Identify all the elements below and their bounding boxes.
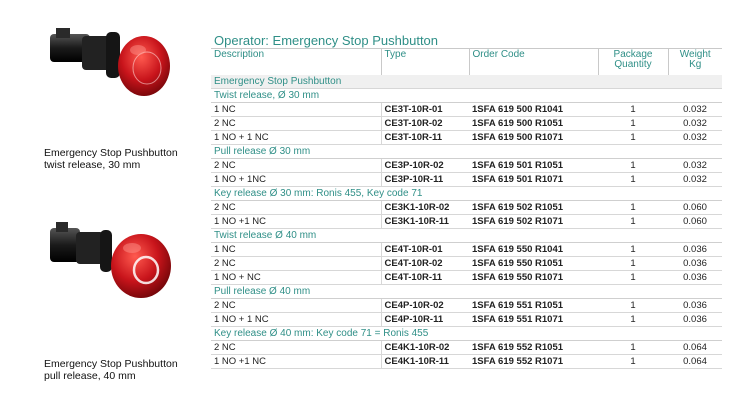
cell-order-code: 1SFA 619 500 R1051 [469, 117, 598, 131]
table-row [211, 299, 722, 313]
cell-description: 1 NO + 1 NC [211, 131, 381, 145]
cell-order-code: 1SFA 619 501 R1051 [469, 159, 598, 173]
table-row [211, 131, 722, 145]
caption-pull-release [44, 358, 178, 382]
cell-order-code: 1SFA 619 551 R1071 [469, 313, 598, 327]
column-header-package-quantity [598, 49, 668, 76]
cell-package-quantity: 1 [598, 201, 668, 215]
cell-description: 1 NC [211, 103, 381, 117]
cell-weight: 0.036 [668, 299, 722, 313]
caption-twist-release [44, 147, 178, 171]
cell-order-code: 1SFA 619 551 R1051 [469, 299, 598, 313]
cell-description: 2 NC [211, 201, 381, 215]
table-row [211, 313, 722, 327]
cell-package-quantity: 1 [598, 173, 668, 187]
cell-type: CE4T-10R-02 [381, 257, 469, 271]
subsection-header-row [211, 89, 722, 103]
cell-order-code: 1SFA 619 500 R1071 [469, 131, 598, 145]
catalog-table-section [211, 33, 722, 369]
cell-type: CE4K1-10R-11 [381, 355, 469, 369]
cell-package-quantity: 1 [598, 159, 668, 173]
table-row [211, 257, 722, 271]
cell-package-quantity: 1 [598, 257, 668, 271]
cell-type: CE3K1-10R-11 [381, 215, 469, 229]
cell-package-quantity: 1 [598, 117, 668, 131]
cell-description: 2 NC [211, 117, 381, 131]
cell-weight: 0.032 [668, 103, 722, 117]
header-line: Quantity [614, 59, 652, 70]
cell-type: CE3P-10R-11 [381, 173, 469, 187]
cell-package-quantity: 1 [598, 103, 668, 117]
cell-weight: 0.036 [668, 271, 722, 285]
cell-order-code: 1SFA 619 502 R1051 [469, 201, 598, 215]
table-row [211, 117, 722, 131]
cell-package-quantity: 1 [598, 271, 668, 285]
subsection-title: Pull release Ø 30 mm [211, 145, 722, 159]
cell-type: CE4K1-10R-02 [381, 341, 469, 355]
cell-weight: 0.032 [668, 117, 722, 131]
column-header-description: Description [211, 49, 381, 76]
cell-type: CE4T-10R-11 [381, 271, 469, 285]
subsection-header-row [211, 187, 722, 201]
subsection-title: Twist release Ø 40 mm [211, 229, 722, 243]
header-line: Package [613, 49, 653, 60]
cell-package-quantity: 1 [598, 215, 668, 229]
cell-order-code: 1SFA 619 500 R1041 [469, 103, 598, 117]
cell-package-quantity: 1 [598, 299, 668, 313]
cell-description: 1 NO + 1NC [211, 173, 381, 187]
cell-order-code: 1SFA 619 550 R1071 [469, 271, 598, 285]
column-header-weight [668, 49, 722, 76]
cell-weight: 0.036 [668, 257, 722, 271]
subsection-title: Key release Ø 40 mm: Key code 71 = Ronis 455 [211, 327, 722, 341]
subsection-title: Twist release, Ø 30 mm [211, 89, 722, 103]
table-row [211, 159, 722, 173]
cell-type: CE3T-10R-02 [381, 117, 469, 131]
cell-weight: 0.032 [668, 173, 722, 187]
cell-weight: 0.060 [668, 215, 722, 229]
table-row [211, 173, 722, 187]
cell-description: 1 NO + NC [211, 271, 381, 285]
column-header-order-code: Order Code [469, 49, 598, 76]
cell-type: CE3P-10R-02 [381, 159, 469, 173]
cell-type: CE3T-10R-01 [381, 103, 469, 117]
subsection-title: Pull release Ø 40 mm [211, 285, 722, 299]
table-row [211, 103, 722, 117]
subsection-header-row [211, 327, 722, 341]
cell-order-code: 1SFA 619 552 R1071 [469, 355, 598, 369]
header-line: Weight [679, 49, 711, 60]
cell-type: CE4T-10R-01 [381, 243, 469, 257]
group-title: Emergency Stop Pushbutton [211, 75, 722, 89]
pull-release-pushbutton-image [44, 214, 174, 314]
cell-type: CE4P-10R-11 [381, 313, 469, 327]
twist-release-pushbutton-image [42, 22, 172, 122]
cell-weight: 0.036 [668, 243, 722, 257]
subsection-title: Key release Ø 30 mm: Ronis 455, Key code 71 [211, 187, 722, 201]
table-row [211, 201, 722, 215]
cell-package-quantity: 1 [598, 313, 668, 327]
cell-package-quantity: 1 [598, 243, 668, 257]
cell-description: 1 NC [211, 243, 381, 257]
cell-order-code: 1SFA 619 502 R1071 [469, 215, 598, 229]
subsection-header-row [211, 145, 722, 159]
cell-weight: 0.032 [668, 131, 722, 145]
column-header-type: Type [381, 49, 469, 76]
cell-package-quantity: 1 [598, 341, 668, 355]
table-row [211, 271, 722, 285]
cell-description: 2 NC [211, 299, 381, 313]
product-table [211, 48, 722, 369]
table-row [211, 243, 722, 257]
cell-type: CE3T-10R-11 [381, 131, 469, 145]
cell-type: CE4P-10R-02 [381, 299, 469, 313]
cell-weight: 0.032 [668, 159, 722, 173]
cell-weight: 0.064 [668, 341, 722, 355]
cell-description: 2 NC [211, 341, 381, 355]
caption-line: Emergency Stop Pushbutton [44, 147, 178, 159]
cell-description: 2 NC [211, 257, 381, 271]
cell-type: CE3K1-10R-02 [381, 201, 469, 215]
table-row [211, 215, 722, 229]
cell-order-code: 1SFA 619 552 R1051 [469, 341, 598, 355]
cell-weight: 0.064 [668, 355, 722, 369]
subsection-header-row [211, 285, 722, 299]
caption-line: pull release, 40 mm [44, 370, 136, 382]
cell-weight: 0.060 [668, 201, 722, 215]
cell-order-code: 1SFA 619 550 R1041 [469, 243, 598, 257]
table-row [211, 341, 722, 355]
cell-description: 1 NO +1 NC [211, 355, 381, 369]
section-title: Operator: Emergency Stop Pushbutton [214, 33, 439, 48]
header-line: Kg [689, 59, 702, 70]
cell-order-code: 1SFA 619 501 R1071 [469, 173, 598, 187]
cell-package-quantity: 1 [598, 355, 668, 369]
table-header-row [211, 49, 722, 76]
group-header-row [211, 75, 722, 89]
cell-package-quantity: 1 [598, 131, 668, 145]
product-panel [0, 0, 205, 417]
subsection-header-row [211, 229, 722, 243]
caption-line: Emergency Stop Pushbutton [44, 358, 178, 370]
cell-description: 2 NC [211, 159, 381, 173]
caption-line: twist release, 30 mm [44, 159, 141, 171]
table-row [211, 355, 722, 369]
cell-order-code: 1SFA 619 550 R1051 [469, 257, 598, 271]
cell-weight: 0.036 [668, 313, 722, 327]
cell-description: 1 NO + 1 NC [211, 313, 381, 327]
cell-description: 1 NO +1 NC [211, 215, 381, 229]
table-body [211, 75, 722, 369]
